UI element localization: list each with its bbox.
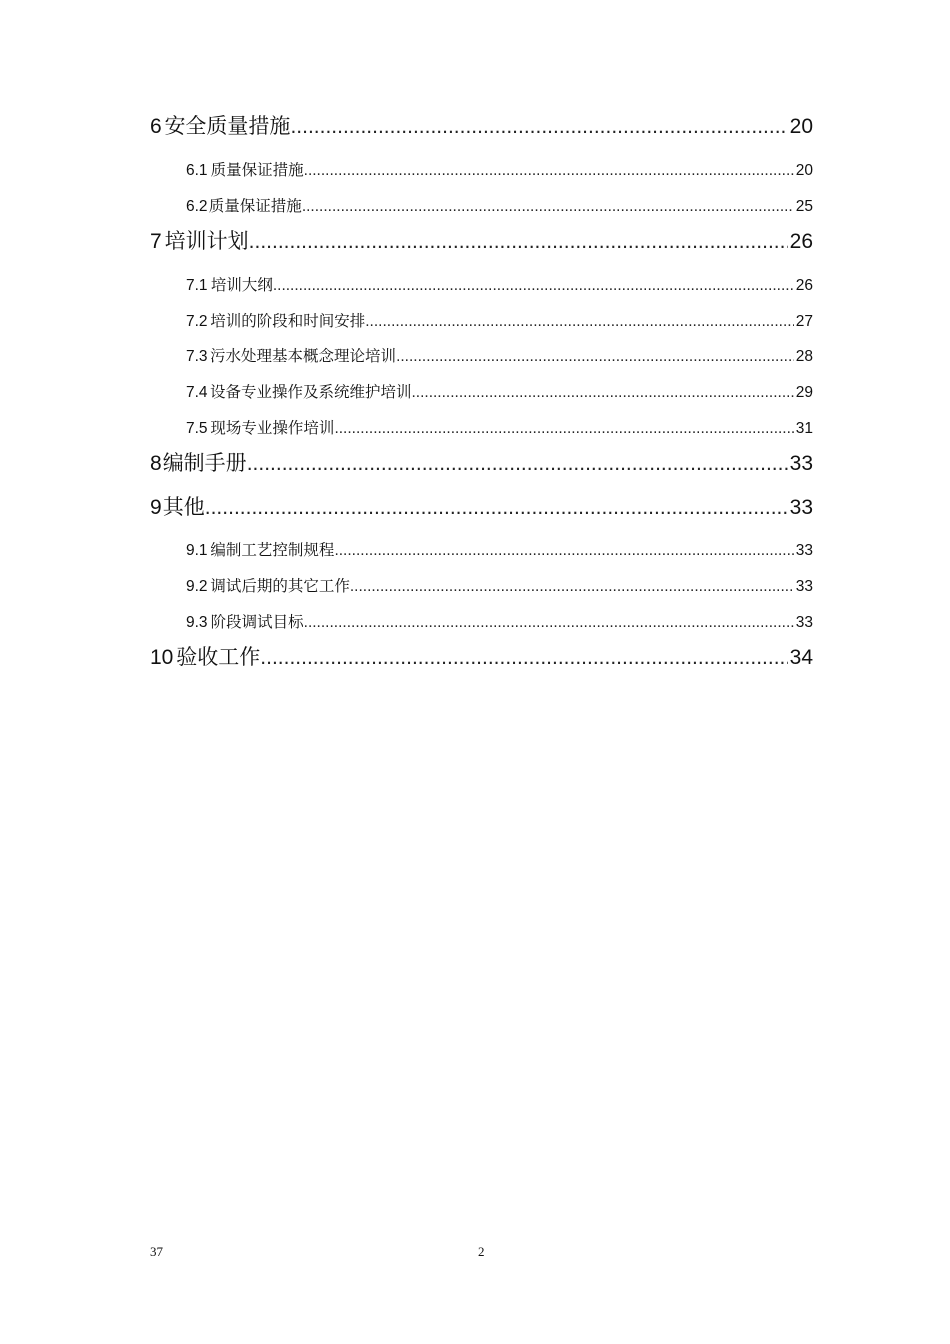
toc-entry[interactable] (150, 158, 813, 180)
toc-dot-leader (334, 542, 793, 560)
toc-entry-title: 编制工艺控制规程 (210, 542, 335, 559)
toc-entry-title: 质量保证措施 (208, 198, 302, 215)
toc-dot-leader (304, 614, 794, 632)
toc-dot-leader (396, 348, 794, 366)
toc-page-number: 26 (789, 230, 813, 253)
toc-entry-number: 7.2 (186, 313, 208, 330)
toc-page-number: 34 (789, 646, 813, 669)
toc-entry-number: 10 (150, 646, 174, 669)
toc-entry[interactable] (150, 574, 813, 596)
toc-dot-leader (249, 230, 788, 254)
toc-page-number: 29 (795, 384, 813, 401)
toc-page-number: 33 (789, 452, 813, 475)
toc-page-number: 27 (795, 313, 813, 330)
toc-entry-title: 现场专业操作培训 (210, 420, 335, 437)
toc-entry-number: 7.1 (186, 277, 208, 294)
toc-page-number: 20 (789, 115, 813, 138)
toc-entry-title: 设备专业操作及系统维护培训 (209, 384, 412, 401)
toc-entry-number: 7 (150, 230, 162, 253)
toc-entry-title: 验收工作 (176, 646, 261, 669)
toc-dot-leader (247, 452, 788, 476)
page-number: 2 (478, 1244, 485, 1259)
toc-entry-title: 培训计划 (164, 230, 249, 253)
toc-dot-leader (205, 496, 788, 520)
toc-page-number: 33 (795, 614, 813, 631)
toc-entry-number: 9.1 (186, 542, 208, 559)
toc-entry[interactable] (150, 538, 813, 560)
toc-entry-number: 7.3 (186, 348, 208, 365)
toc-dot-leader (411, 384, 793, 402)
toc-dot-leader (290, 115, 787, 139)
toc-entry-number: 8 (150, 452, 162, 475)
toc-page-number: 33 (795, 578, 813, 595)
toc-page-number: 20 (795, 162, 813, 179)
toc-entry[interactable] (150, 416, 813, 438)
footer-left-number: 37 (150, 1244, 163, 1259)
toc-entry[interactable] (150, 344, 813, 366)
toc-entry[interactable] (150, 447, 813, 477)
toc-page-number: 28 (795, 348, 813, 365)
toc-entry-number: 9.3 (186, 614, 208, 631)
toc-page-number: 25 (795, 198, 813, 215)
toc-entry[interactable] (150, 225, 813, 255)
toc-dot-leader (334, 420, 793, 438)
toc-entry-title: 安全质量措施 (164, 115, 291, 138)
toc-entry-number: 6.2 (186, 198, 208, 215)
toc-entry[interactable] (150, 380, 813, 402)
toc-entry-title: 其他 (162, 496, 205, 519)
toc-entry-number: 9 (150, 496, 162, 519)
toc-dot-leader (365, 313, 794, 331)
toc-entry-number: 6.1 (186, 162, 208, 179)
toc-entry-number: 9.2 (186, 578, 208, 595)
toc-dot-leader (260, 646, 787, 670)
toc-dot-leader (304, 162, 794, 180)
toc-entry[interactable] (150, 610, 813, 632)
toc-entry-number: 7.5 (186, 420, 208, 437)
toc-page-number: 26 (795, 277, 813, 294)
toc-entry-title: 污水处理基本概念理论培训 (210, 348, 397, 365)
toc-entry-number: 7.4 (186, 384, 208, 401)
toc-entry-title: 调试后期的其它工作 (210, 578, 350, 595)
toc-dot-leader (302, 198, 794, 216)
toc-entry[interactable] (150, 309, 813, 331)
toc-dot-leader (273, 277, 794, 295)
toc-dot-leader (350, 578, 794, 596)
toc-entry-number: 6 (150, 115, 162, 138)
toc-entry-title: 编制手册 (162, 452, 247, 475)
toc-entry-title: 质量保证措施 (210, 162, 304, 179)
toc-page-number: 33 (795, 542, 813, 559)
toc-page-number: 31 (795, 420, 813, 437)
toc-page-number: 33 (789, 496, 813, 519)
toc-entry-title: 培训的阶段和时间安排 (210, 313, 366, 330)
toc-entry[interactable] (150, 194, 813, 216)
toc-entry-title: 培训大纲 (210, 277, 273, 294)
toc-entry[interactable] (150, 110, 813, 140)
toc-entry-title: 阶段调试目标 (210, 614, 304, 631)
toc-entry[interactable] (150, 491, 813, 521)
toc-entry[interactable] (150, 641, 813, 671)
toc-entry[interactable] (150, 273, 813, 295)
